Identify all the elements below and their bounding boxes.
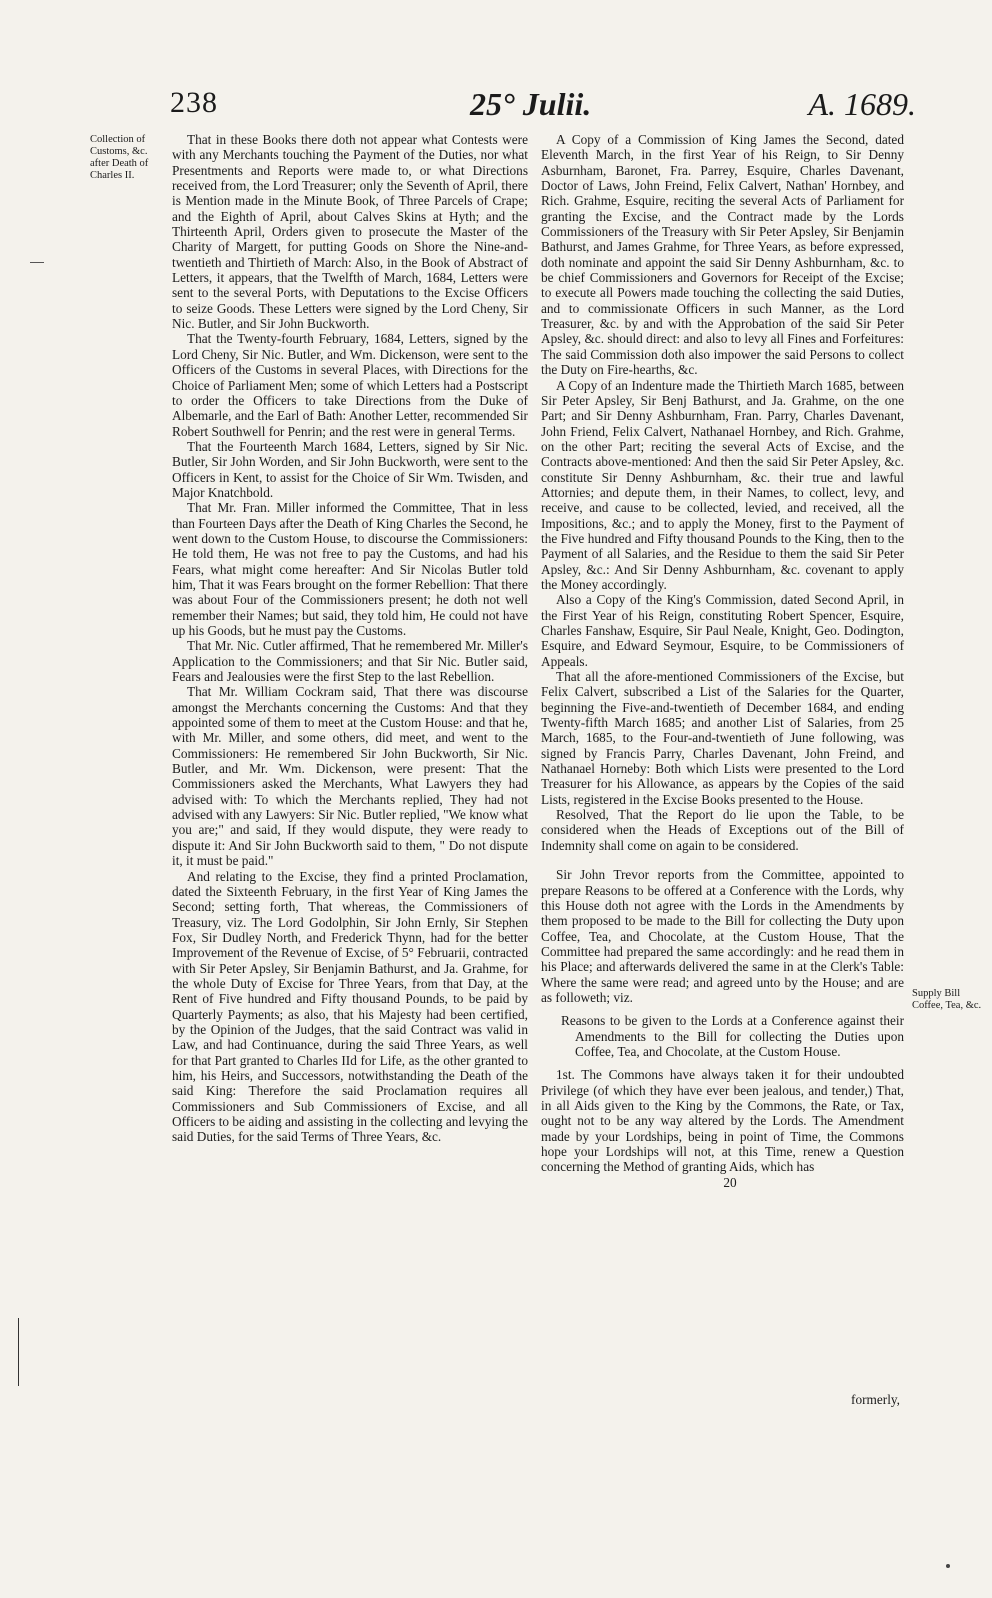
paragraph: That the Fourteenth March 1684, Letters, signed by Sir Nic. Butler, Sir John Worden, and Sir John Buckworth, were sent to the Officers in Kent, to assist for the Choice of Sir Wm. Twisden, and Major Knatchbold. [172,438,528,500]
signature-mark: 20 [723,1174,737,1190]
margin-note-collection-of-customs: Collection of Customs, &c. after Death of Charles II. [90,134,149,181]
paragraph: That the Twenty-fourth February, 1684, Letters, signed by the Lord Cheny, Sir Nic. Butler, and Wm. Dickenson, were sent to the Officers of the Customs in several Places, with Directions for the Choice of Parliament Men; some of which Letters had a Postscript to order the Officers to take Directions from the Duke of Albemarle, and the Earl of Bath: Another Letter, recommended Sir Robert Southwell for Penrin; and the rest were in general Terms. [172,331,528,439]
running-year: A. 1689. [808,86,916,122]
report-paragraph: Sir John Trevor reports from the Committee, appointed to prepare Reasons to be offered at a Conference with the Lords, why this House doth not agree with the Lords in the Amendments by them proposed to be made to the Bill for collecting the Duty upon Coffee, Tea, and Chocolate, at the Custom House, That the Committee had prepared the same accordingly: and he read them in his Place; and afterwards delivered the same in at the Clerk's Table: Where the same were read; and agreed unto by the House; and are as followeth; viz. [541,867,904,1005]
paragraph: That in these Books there doth not appear what Contests were with any Merchants touching the Payment of the Duties, nor what Presentments and Reports were made to, or what Directions received from, the Lord Treasurer; only the Seventh of April, there is Mention made in the Minute Book, of Three Parcels of Crape; and the Eighth of April, about Calves Skins at Hyth; and the Thirteenth April, Orders given to prosecute the Master of the Charity of Margett, for putting Goods on Shore the Nine-and-twentieth and Thirtieth of March: Also, in the Book of Abstract of Letters, it appears, that the Twelfth of March, 1684, Letters were sent to the several Ports, with Deputations to the Excise Officers to seize Goods. These Letters were signed by the Lord Cheny, Sir Nic. Butler, and Sir John Buckworth. [172,132,528,332]
running-date: 25° Julii. [470,86,592,122]
paragraph: That Mr. Fran. Miller informed the Committee, That in less than Fourteen Days after the Death of King Charles the Second, he went down to the Custom House, to discourse the Commissioners: He told them, He was not free to pay the Customs, and had his Fears, what might come hereafter: And Sir Nicolas Butler told him, That it was Fears brought on the former Rebellion: That there was about Four of the Commissioners present; he doth not well remember their Names; but said, they told him, He could not have up his Goods, but he must pay the Customs. [172,500,528,638]
paragraph: That Mr. William Cockram said, That there was discourse amongst the Merchants concerning the Customs: And that they appointed some of them to meet at the Custom House: and that he, with Mr. Miller, and some others, did meet, and went to the Commissioners: He remembered Sir John Buckworth, Sir Nic. Butler, and Mr. Wm. Dickenson, were present: That the Commissioners asked the Merchants, What Lawyers they had advised with: To which the Merchants replied, They had not advised with any Lawyers: Sir Nic. Butler replied, "We know what you are;" and said, If they would dispute, they were ready to dispute it: And Sir John Buckworth said to them, " Do not dispute it, it must be paid." [172,684,528,869]
margin-note-supply-bill: Supply Bill Coffee, Tea, &c. [912,988,982,1011]
paragraph: That all the afore-mentioned Commissioners of the Excise, but Felix Calvert, subscribed a List of the Salaries for the Quarter, beginning the Five-and-twentieth of December 1684, and ending Twenty-fifth March 1685; and another List of Salaries, from 25 March, 1685, to the Four-and-twentieth of June following, was signed by Francis Parry, Charles Davenant, John Freind, and Nathanael Horneby: Both which Lists were presented to the Lord Treasurer for his Allowance, as appears by the Copies of the said Lists, registered in the Excise Books presented to the House. [541,669,904,807]
resolution-paragraph: Resolved, That the Report do lie upon the Table, to be considered when the Heads of Exceptions out of the Bill of Indemnity shall come on again to be considered. [541,807,904,853]
paragraph: 1st. The Commons have always taken it for their undoubted Privilege (of which they have ever been jealous, and tender,) That, in all Aids given to the King by the Commons, the Rate, or Tax, ought not to be any way altered by the Lords. The Amendment made by your Lordships, being in point of Time, the Commons hope your Lordships will not, at this Time, renew a Question concerning the Method of granting Aids, which has [541,1067,904,1175]
right-column [541,132,904,1190]
ink-dot-mark [946,1564,950,1568]
paragraph: A Copy of an Indenture made the Thirtieth March 1685, between Sir Peter Apsley, Sir Benj Bathurst, and Ja. Grahme, on the one Part; and Sir Denny Ashburnham, Fran. Parry, Charles Davenant, John Friend, Felix Calvert, Nathanael Hornbey, and Rich. Grahme, on the other Part; reciting the several Acts of Excise, and the Contracts above-mentioned: And then the said Sir Peter Apsley, &c. constitute Sir Denny Ashburnham, &c. their true and lawful Attornies; and depute them, in their Names, to collect, levy, and receive, and cause to be collected, levied, and received, all the Impositions, &c.; and to apply the Money, first to the Payment of the Five hundred and Fifty thousand Pounds to the King, then to the Payment of all Salaries, and the Residue to them the said Sir Peter Apsley, &c.: And Sir Denny Ashburnham, &c. covenant to apply the Money accordingly. [541,377,904,592]
paragraph: Also a Copy of the King's Commission, dated Second April, in the First Year of his Reign, constituting Robert Spencer, Esquire, Charles Fanshaw, Esquire, Sir Paul Neale, Knight, Geo. Dodington, Esquire, and Edward Seymour, Esquire, to be Commissioners of Appeals. [541,592,904,669]
reasons-heading: Reasons to be given to the Lords at a Conference against their Amendments to the Bill for collecting the Duties upon Coffee, Tea, and Chocolate, at the Custom House. [561,1013,904,1059]
paragraph: A Copy of a Commission of King James the Second, dated Eleventh March, in the first Year of his Reign, to Sir Denny Asburnham, Baronet, Fra. Parrey, Esquire, Charles Davenant, Doctor of Laws, John Freind, Felix Calvert, Nathan' Hornbey, and Rich. Grahme, Esquire, reciting the several Acts of Parliament for granting the Excise, and the Contract made by the Lords Commissioners of the Treasury with Sir Peter Apsley, Sir Benjamin Bathurst, and James Grahme, for Three Years, as before expressed, doth nominate and appoint the said Sir Denny Ashburnham, &c. to be chief Commissioners and Governors for Receipt of the Excise; to execute all Powers made touching the collecting the said Duties, and to commissionate Officers in such Manner, as the Lord Treasurer, &c. by and with the Approbation of the said Sir Peter Apsley, &c. should direct: and also to levy all Fines and Forfeitures: The said Commission doth also impower the said Persons to collect the Duty on Fire-hearths, &c. [541,132,904,378]
margin-bracket-mark [18,1318,25,1386]
section-gap [541,853,904,867]
paragraph: And relating to the Excise, they find a printed Proclamation, dated the Sixteenth February, in the first Year of King James the Second; setting forth, That whereas, the Commissioners of Treasury, viz. The Lord Godolphin, Sir John Ernly, Sir Stephen Fox, Sir Dudley North, and Frederick Thynn, had for the better Improvement of the Revenue of Excise, of 5° Februarii, contracted with Sir Peter Apsley, Sir Benjamin Bathurst, and Ja. Grahme, for the whole Duty of Excise for Three Years, from that Day, at the Rent of Five hundred and Fifty thousand Pounds, to be paid by Quarterly Payments; as also, that his Majesty had been certified, by the Opinion of the Judges, that the said Contract was valid in Law, and had Continuance, during the said Three Years, as well for that Part granted to Charles IId for Life, as the other granted to him, his Heirs, and Successors, notwithstanding the Death of the said King: Therefore the said Proclamation requires all Commissioners and Sub Commissioners of Excise, and all Officers to be aiding and assisting in the collecting and levying the said Duties, for the said Terms of Three Years, &c. [172,868,528,1145]
page-number: 238 [170,86,218,119]
margin-dash-mark [30,262,44,263]
paragraph: That Mr. Nic. Cutler affirmed, That he remembered Mr. Miller's Application to the Commissioners; and that Sir Nic. Butler said, Fears and Jealousies were the first Step to the last Rebellion. [172,638,528,685]
left-column [172,132,528,1145]
catchword: formerly, [851,1392,900,1407]
page-header [170,86,920,126]
